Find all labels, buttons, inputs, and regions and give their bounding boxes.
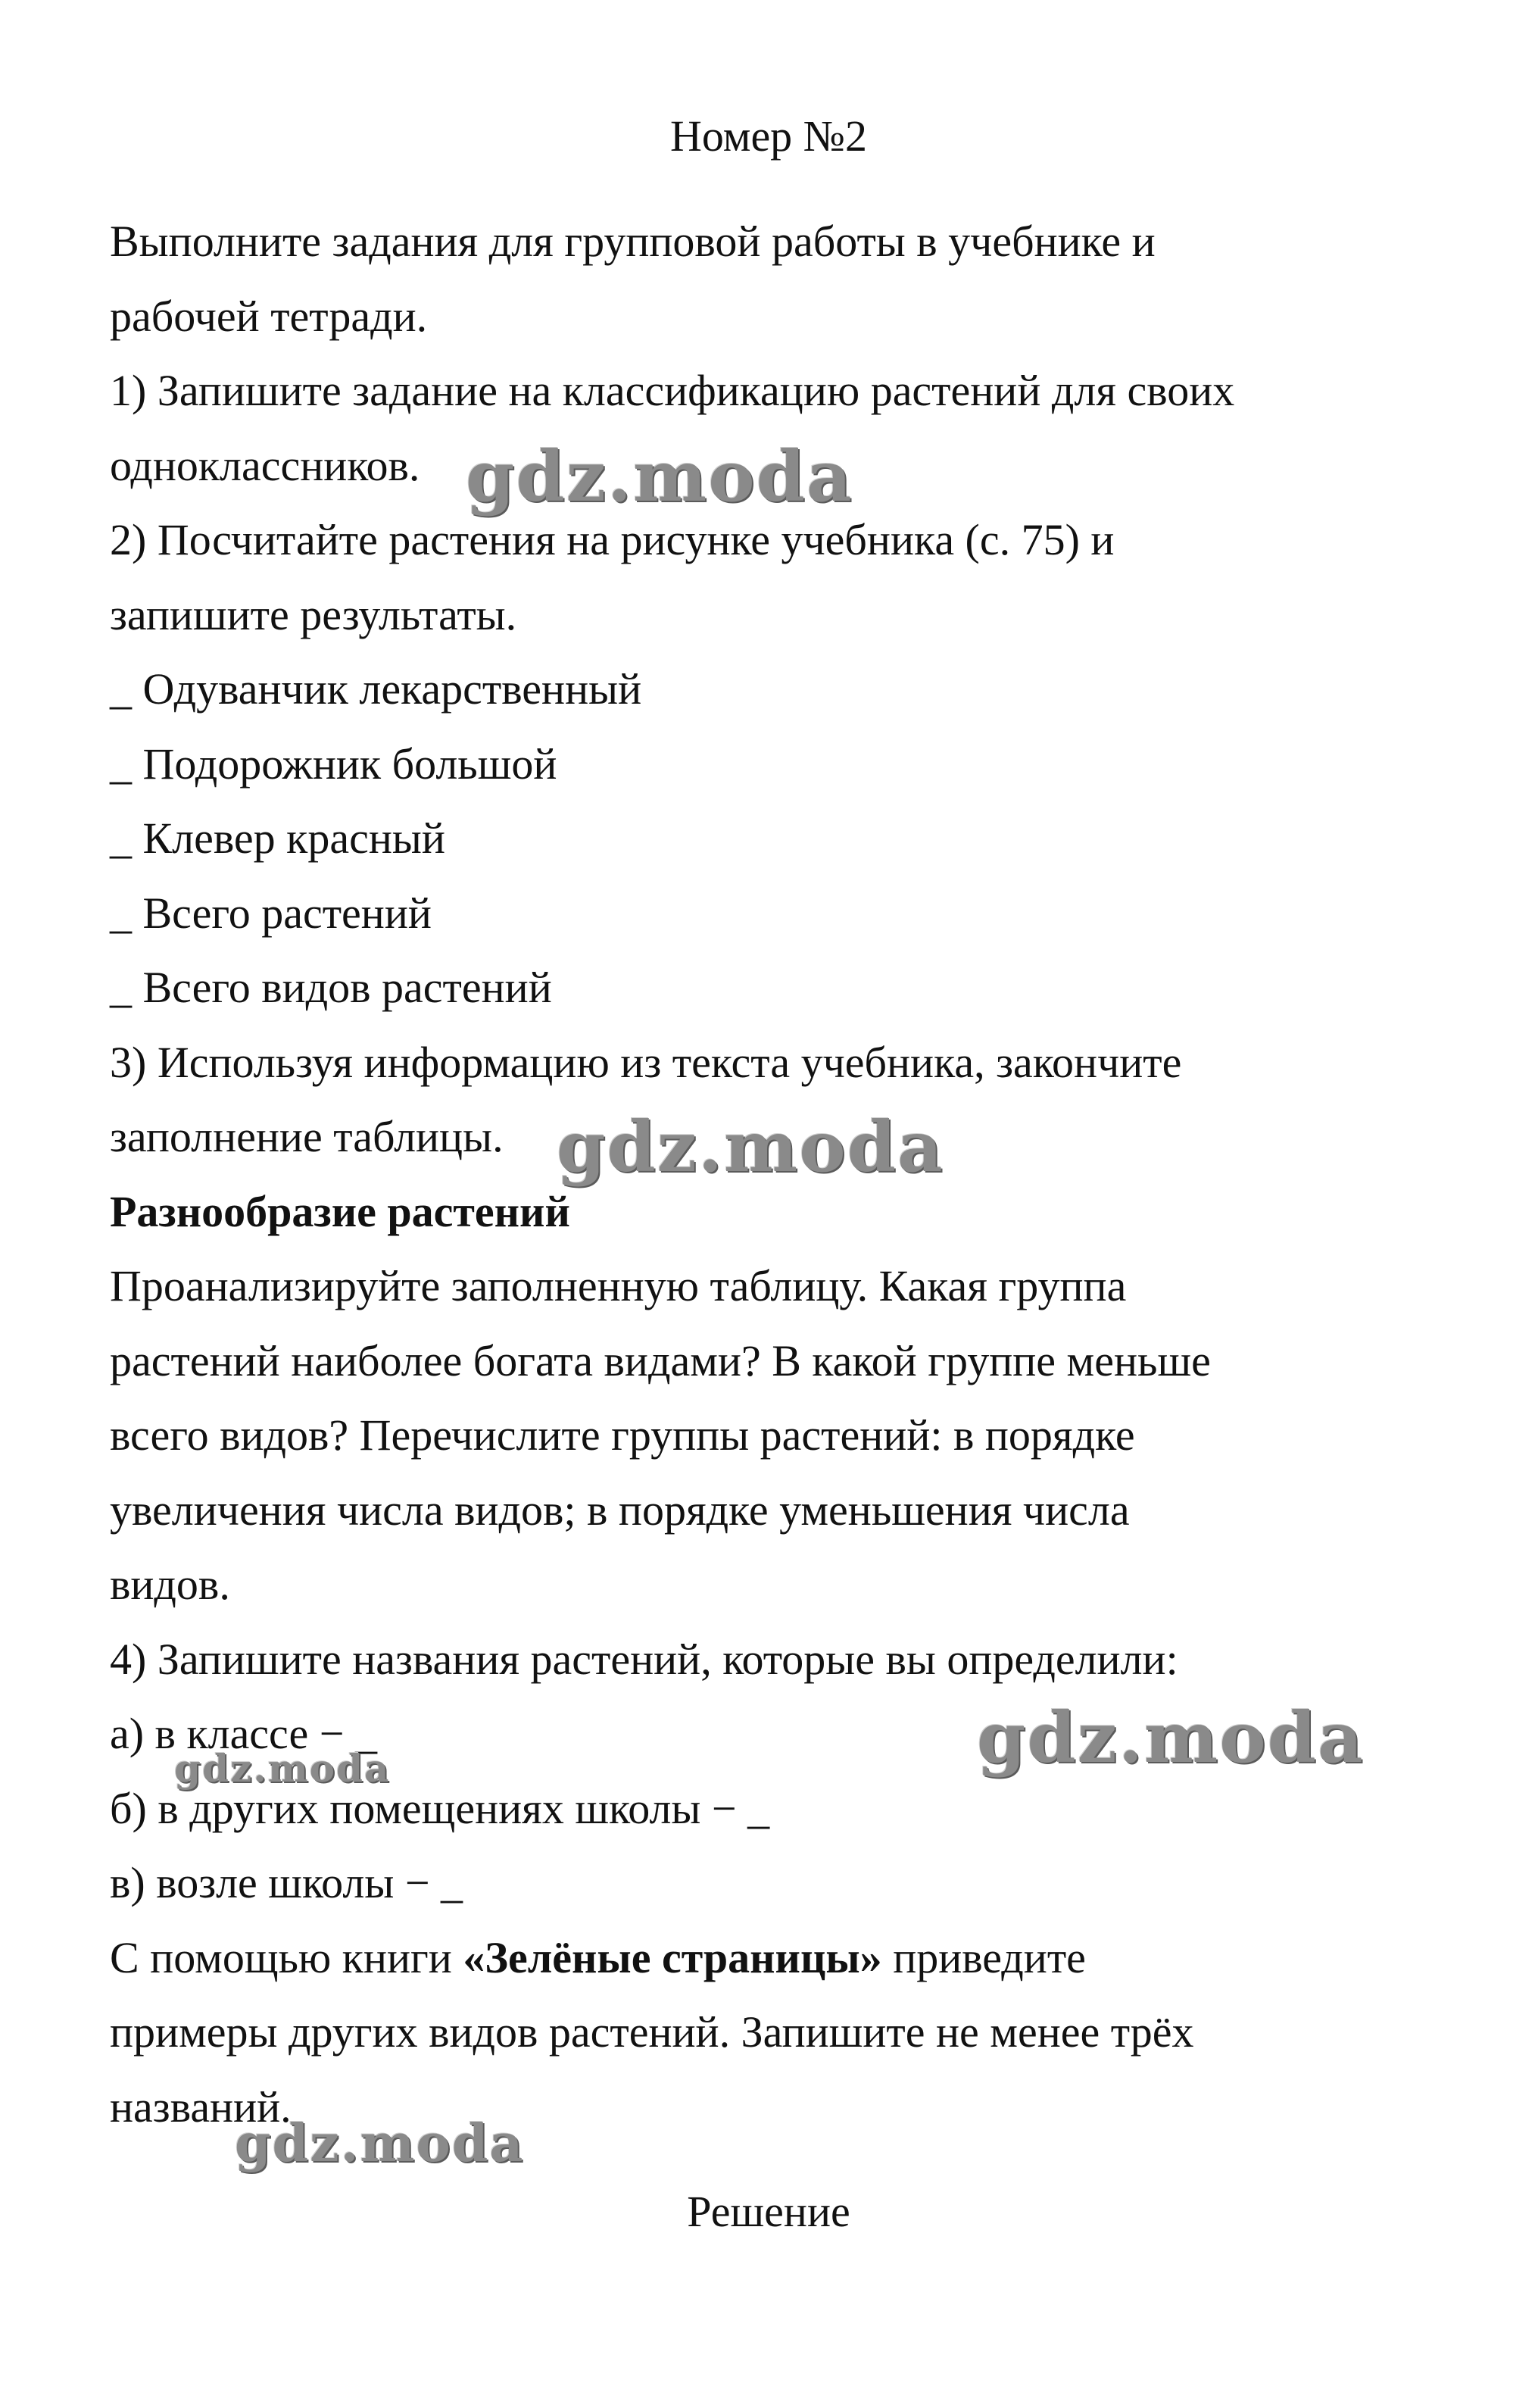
book-task-line-1	[110, 1921, 1443, 1996]
task2-line-2: запишите результаты.	[110, 589, 517, 639]
solution-label: Решение	[687, 2187, 850, 2236]
book-task-line-2: примеры других видов растений. Запишите не менее трёх	[110, 2007, 1194, 2057]
task1-line-1: 1) Запишите задание на классификацию растений для своих	[110, 366, 1235, 415]
analysis-line-2: растений наиболее богата видами? В какой группе меньше	[110, 1335, 1211, 1385]
count-item-dandelion: _ Одуванчик лекарственный	[110, 664, 642, 714]
count-item-total-species: _ Всего видов растений	[110, 963, 552, 1012]
intro-line-1: Выполните задания для групповой работы в учебнике и	[110, 217, 1156, 266]
place-other-rooms: б) в других помещениях школы − _	[110, 1783, 770, 1833]
count-item-clover: _ Клевер красный	[110, 814, 445, 863]
analysis-line-1: Проанализируйте заполненную таблицу. Какая группа	[110, 1261, 1127, 1310]
task3-line-1: 3) Используя информацию из текста учебника, закончите	[110, 1037, 1182, 1087]
table-title-text: Разнообразие растений	[110, 1186, 570, 1236]
watermark-logo: gdz.moda	[557, 1106, 944, 1188]
task2-line-1: 2) Посчитайте растения на рисунке учебника (с. 75) и	[110, 515, 1115, 564]
book-name: «Зелёные страницы»	[463, 1932, 882, 1982]
intro-line-2: рабочей тетради.	[110, 291, 428, 341]
watermark-logo: gdz.moda	[174, 1746, 391, 1791]
book-task-suffix: приведите	[881, 1932, 1086, 1982]
task1-line-2: одноклассников.	[110, 440, 420, 490]
place-near-school: в) возле школы − _	[110, 1858, 463, 1907]
book-task-prefix: С помощью книги	[110, 1932, 463, 1982]
task4-line: 4) Запишите названия растений, которые вы определили:	[110, 1634, 1178, 1684]
analysis-line-5: видов.	[110, 1560, 230, 1609]
watermark-logo: gdz.moda	[466, 436, 853, 517]
place-in-class: а) в классе − _	[110, 1709, 377, 1758]
task3-line-2: заполнение таблицы.	[110, 1112, 504, 1161]
count-item-total-plants: _ Всего растений	[110, 888, 432, 938]
watermark-logo: gdz.moda	[235, 2113, 525, 2174]
analysis-line-4: увеличения числа видов; в порядке уменьшения числа	[110, 1485, 1130, 1535]
watermark-logo: gdz.moda	[977, 1697, 1365, 1779]
analysis-line-3: всего видов? Перечислите группы растений: в порядке	[110, 1410, 1135, 1460]
book-task-line-3: названий.	[110, 2082, 292, 2132]
count-item-plantain: _ Подорожник большой	[110, 739, 557, 789]
page-title: Номер №2	[669, 111, 868, 161]
